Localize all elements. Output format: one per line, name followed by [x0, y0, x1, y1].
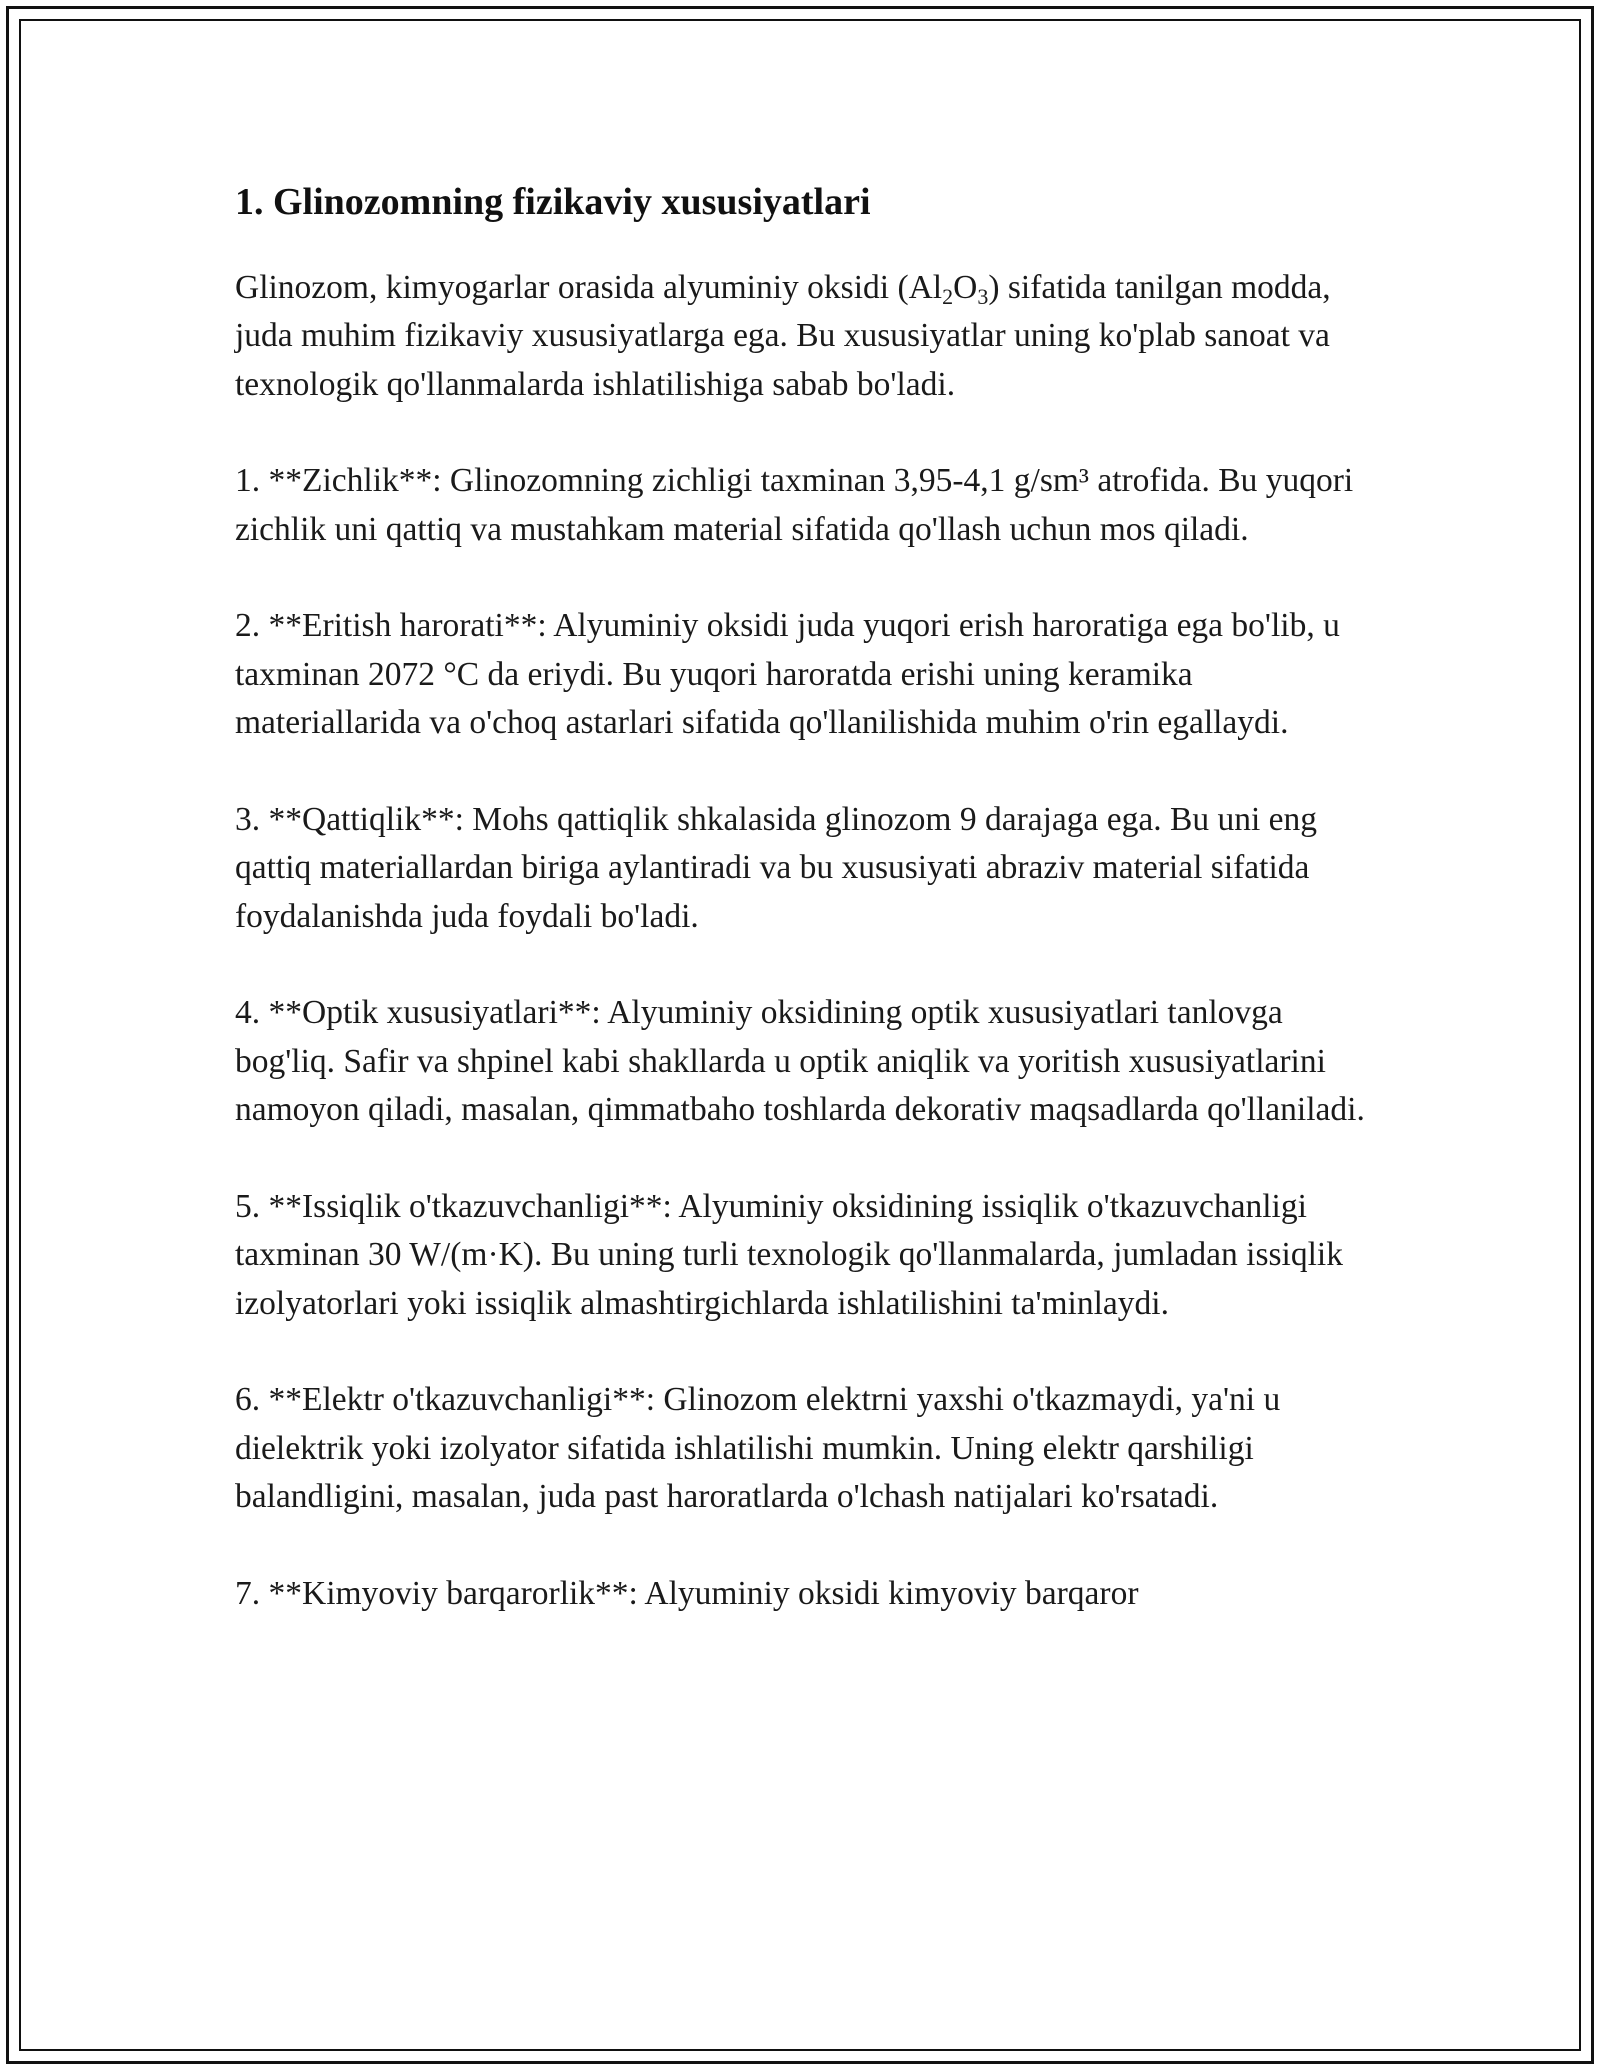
property-item-thermal-conductivity: 5. **Issiqlik o'tkazuvchanligi**: Alyuminiy oksidining issiqlik o'tkazuvchanligi taxminan 30 W/(m·K). Bu uning turli texnologik qo'llanmalarda, jumladan issiqlik izolyatorlari yoki issiqlik almashtirgichlarda ishlatilishini ta'minlaydi. — [235, 1187, 1343, 1322]
property-item-hardness: 3. **Qattiqlik**: Mohs qattiqlik shkalasida glinozom 9 darajaga ega. Bu uni eng qattiq materiallardan biriga aylantiradi va bu xususiyati abraziv material sifatida foydalanishda juda foydali bo'ladi. — [235, 800, 1318, 935]
intro-paragraph — [235, 264, 1365, 410]
document-body — [235, 180, 1365, 1666]
property-item-chemical-stability: 7. **Kimyoviy barqarorlik**: Alyuminiy oksidi kimyoviy barqaror — [235, 1574, 1139, 1612]
subscript-3: 3 — [977, 283, 989, 309]
subscript-2: 2 — [942, 283, 954, 309]
section-heading: 1. Glinozomning fizikaviy xususiyatlari — [235, 181, 871, 223]
property-item-density: 1. **Zichlik**: Glinozomning zichligi taxminan 3,95-4,1 g/sm³ atrofida. Bu yuqori zichlik uni qattiq va mustahkam material sifatida qo'llash uchun mos qiladi. — [235, 462, 1354, 548]
property-item-melting-point: 2. **Eritish harorati**: Alyuminiy oksidi juda yuqori erish haroratiga ega bo'lib, u taxminan 2072 °C da eriydi. Bu yuqori haroratda erishi uning keramika materiallarida va o'choq astarlari sifatida qo'llanilishida muhim o'rin egallaydi. — [235, 607, 1340, 742]
property-item-optical: 4. **Optik xususiyatlari**: Alyuminiy oksidining optik xususiyatlari tanlovga bog'liq. Safir va shpinel kabi shakllarda u optik aniqlik va yoritish xususiyatlarini namoyon qiladi, masalan, qimmatbaho toshlarda dekorativ maqsadlarda qo'llaniladi. — [235, 994, 1365, 1129]
intro-text-end: ) sifatida tanilgan modda, juda muhim fizikaviy xususiyatlarga ega. Bu xususiyatlar uning ko'plab sanoat va texnologik qo'llanmalarda ishlatilishiga sabab bo'ladi. — [235, 268, 1331, 403]
intro-text-oxygen: O — [953, 268, 978, 306]
intro-text-start: Glinozom, kimyogarlar orasida alyuminiy oksidi (Al — [235, 268, 943, 306]
property-item-electrical-conductivity: 6. **Elektr o'tkazuvchanligi**: Glinozom elektrni yaxshi o'tkazmaydi, ya'ni u dielektrik yoki izolyator sifatida ishlatilishi mumkin. Uning elektr qarshiligi balandligini, masalan, juda past haroratlarda o'lchash natijalari ko'rsatadi. — [235, 1381, 1281, 1516]
